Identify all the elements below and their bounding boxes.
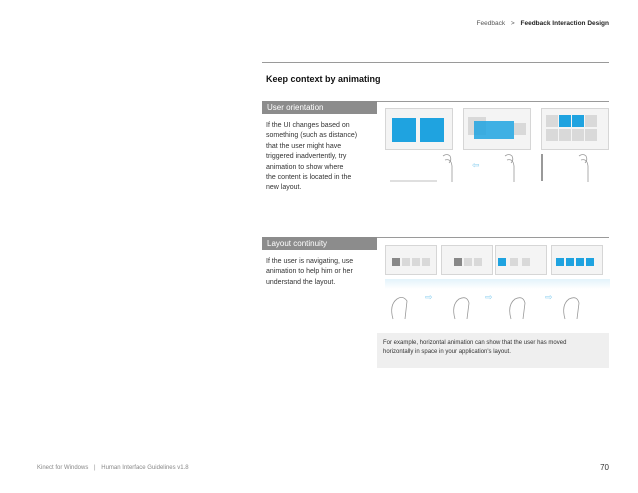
body-line: If the UI changes based on — [266, 122, 350, 129]
page-number: 70 — [600, 463, 609, 472]
content-tile — [464, 258, 472, 266]
screen-panel — [463, 108, 531, 150]
content-tile — [402, 258, 410, 266]
screen-panel — [385, 108, 453, 150]
content-tile — [585, 115, 597, 127]
screen-panel — [385, 245, 437, 275]
footer-separator: | — [94, 465, 96, 471]
content-tile — [510, 258, 518, 266]
page-title: Keep context by animating — [266, 74, 381, 84]
footer-doc-title: Human Interface Guidelines v1.8 — [101, 465, 189, 471]
example-note — [377, 333, 609, 368]
user-orientation-illustration — [385, 108, 610, 186]
breadcrumb-current: Feedback Interaction Design — [520, 20, 609, 27]
content-tile — [522, 258, 530, 266]
content-tile — [572, 129, 584, 141]
content-tile — [498, 258, 506, 266]
content-tile — [559, 115, 571, 127]
section-divider — [377, 237, 609, 238]
right-arrow-icon: ⇨ — [545, 292, 553, 302]
floor-band — [385, 279, 610, 289]
right-arrow-icon: ⇨ — [485, 292, 493, 302]
body-line: If the user is navigating, use — [266, 258, 354, 265]
person-silhouette-icon — [385, 150, 610, 186]
breadcrumb — [477, 20, 609, 27]
section-heading-user-orientation: User orientation — [262, 101, 377, 114]
breadcrumb-separator: > — [510, 20, 515, 27]
content-tile — [474, 258, 482, 266]
footer — [37, 465, 189, 471]
header-divider — [262, 62, 609, 63]
left-arrow-icon: ⇦ — [472, 160, 480, 170]
body-line: that the user might have — [266, 142, 342, 150]
body-line: animation to help him or her — [266, 268, 353, 276]
section-body-user-orientation — [266, 121, 374, 194]
content-tile — [412, 258, 420, 266]
screen-panel — [495, 245, 547, 275]
body-line: triggered inadvertently, try — [266, 153, 347, 161]
content-tile — [514, 123, 526, 135]
content-tile — [392, 258, 400, 266]
section-divider — [377, 101, 609, 102]
content-tile — [546, 129, 558, 141]
content-tile — [576, 258, 584, 266]
content-tile — [566, 258, 574, 266]
content-tile — [420, 118, 444, 142]
layout-continuity-illustration — [385, 245, 610, 325]
body-line: something (such as distance) — [266, 132, 358, 140]
content-tile — [546, 115, 558, 127]
breadcrumb-parent[interactable]: Feedback — [476, 20, 506, 27]
screen-panel — [441, 245, 493, 275]
body-line: the content is located in the — [266, 174, 352, 182]
content-tile — [474, 121, 494, 139]
content-tile — [559, 129, 571, 141]
note-line: horizontally in space in your application's layout. — [383, 349, 511, 355]
body-line: animation to show where — [266, 163, 344, 171]
right-arrow-icon: ⇨ — [425, 292, 433, 302]
body-line: understand the layout. — [266, 278, 336, 286]
content-tile — [392, 118, 416, 142]
hand-icon — [385, 289, 610, 321]
note-line: For example, horizontal animation can show that the user has moved — [383, 340, 567, 346]
content-tile — [556, 258, 564, 266]
body-line: new layout. — [266, 184, 302, 192]
content-tile — [422, 258, 430, 266]
content-tile — [454, 258, 462, 266]
footer-product: Kinect for Windows — [37, 465, 89, 471]
screen-panel — [541, 108, 609, 150]
content-tile — [586, 258, 594, 266]
section-heading-layout-continuity: Layout continuity — [262, 237, 377, 250]
content-tile — [572, 115, 584, 127]
content-tile — [494, 121, 514, 139]
section-body-layout-continuity — [266, 257, 374, 288]
content-tile — [585, 129, 597, 141]
screen-panel — [551, 245, 603, 275]
